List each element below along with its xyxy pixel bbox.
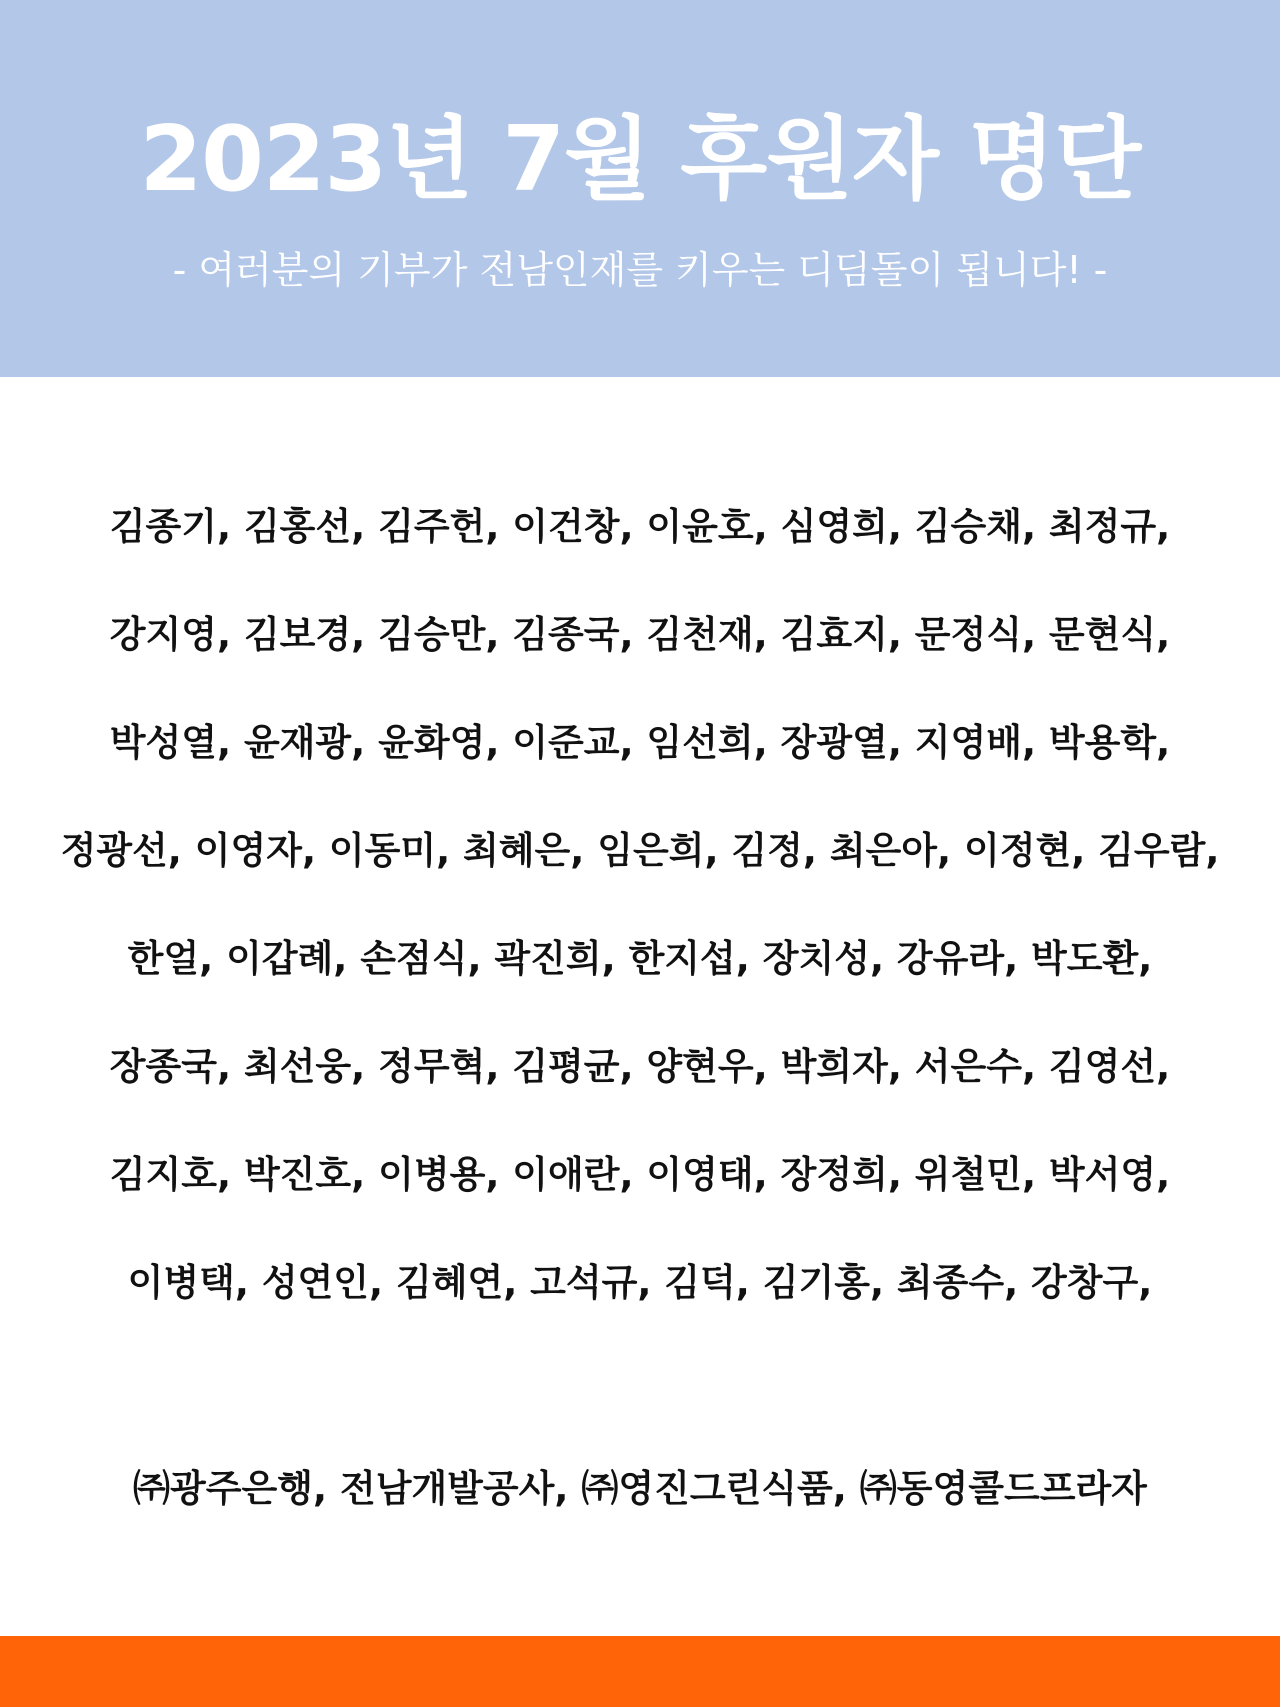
donor-row: 한얼, 이갑례, 손점식, 곽진희, 한지섭, 장치성, 강유라, 박도환, — [127, 937, 1153, 980]
page-title: 2023년 7월 후원자 명단 — [139, 107, 1141, 212]
donor-row: 김지호, 박진호, 이병용, 이애란, 이영태, 장정희, 위철민, 박서영, — [109, 1153, 1171, 1196]
donor-row: 김종기, 김홍선, 김주헌, 이건창, 이윤호, 심영희, 김승채, 최정규, — [109, 505, 1171, 548]
donor-row: 장종국, 최선웅, 정무혁, 김평균, 양현우, 박희자, 서은수, 김영선, — [109, 1045, 1171, 1088]
footer-bar — [0, 1636, 1280, 1707]
corporate-donors: ㈜광주은행, 전남개발공사, ㈜영진그린식품, ㈜동영콜드프라자 — [133, 1467, 1147, 1510]
donor-row: 강지영, 김보경, 김승만, 김종국, 김천재, 김효지, 문정식, 문현식, — [109, 613, 1171, 656]
page-subtitle: - 여러분의 기부가 전남인재를 키우는 디딤돌이 됩니다! - — [172, 248, 1108, 292]
header-banner — [0, 0, 1280, 377]
donor-row: 박성열, 윤재광, 윤화영, 이준교, 임선희, 장광열, 지영배, 박용학, — [109, 721, 1171, 764]
donor-list — [0, 494, 1280, 1358]
donor-row: 이병택, 성연인, 김혜연, 고석규, 김덕, 김기홍, 최종수, 강창구, — [127, 1261, 1153, 1304]
donor-row: 정광선, 이영자, 이동미, 최혜은, 임은희, 김정, 최은아, 이정현, 김우람, — [60, 829, 1220, 872]
